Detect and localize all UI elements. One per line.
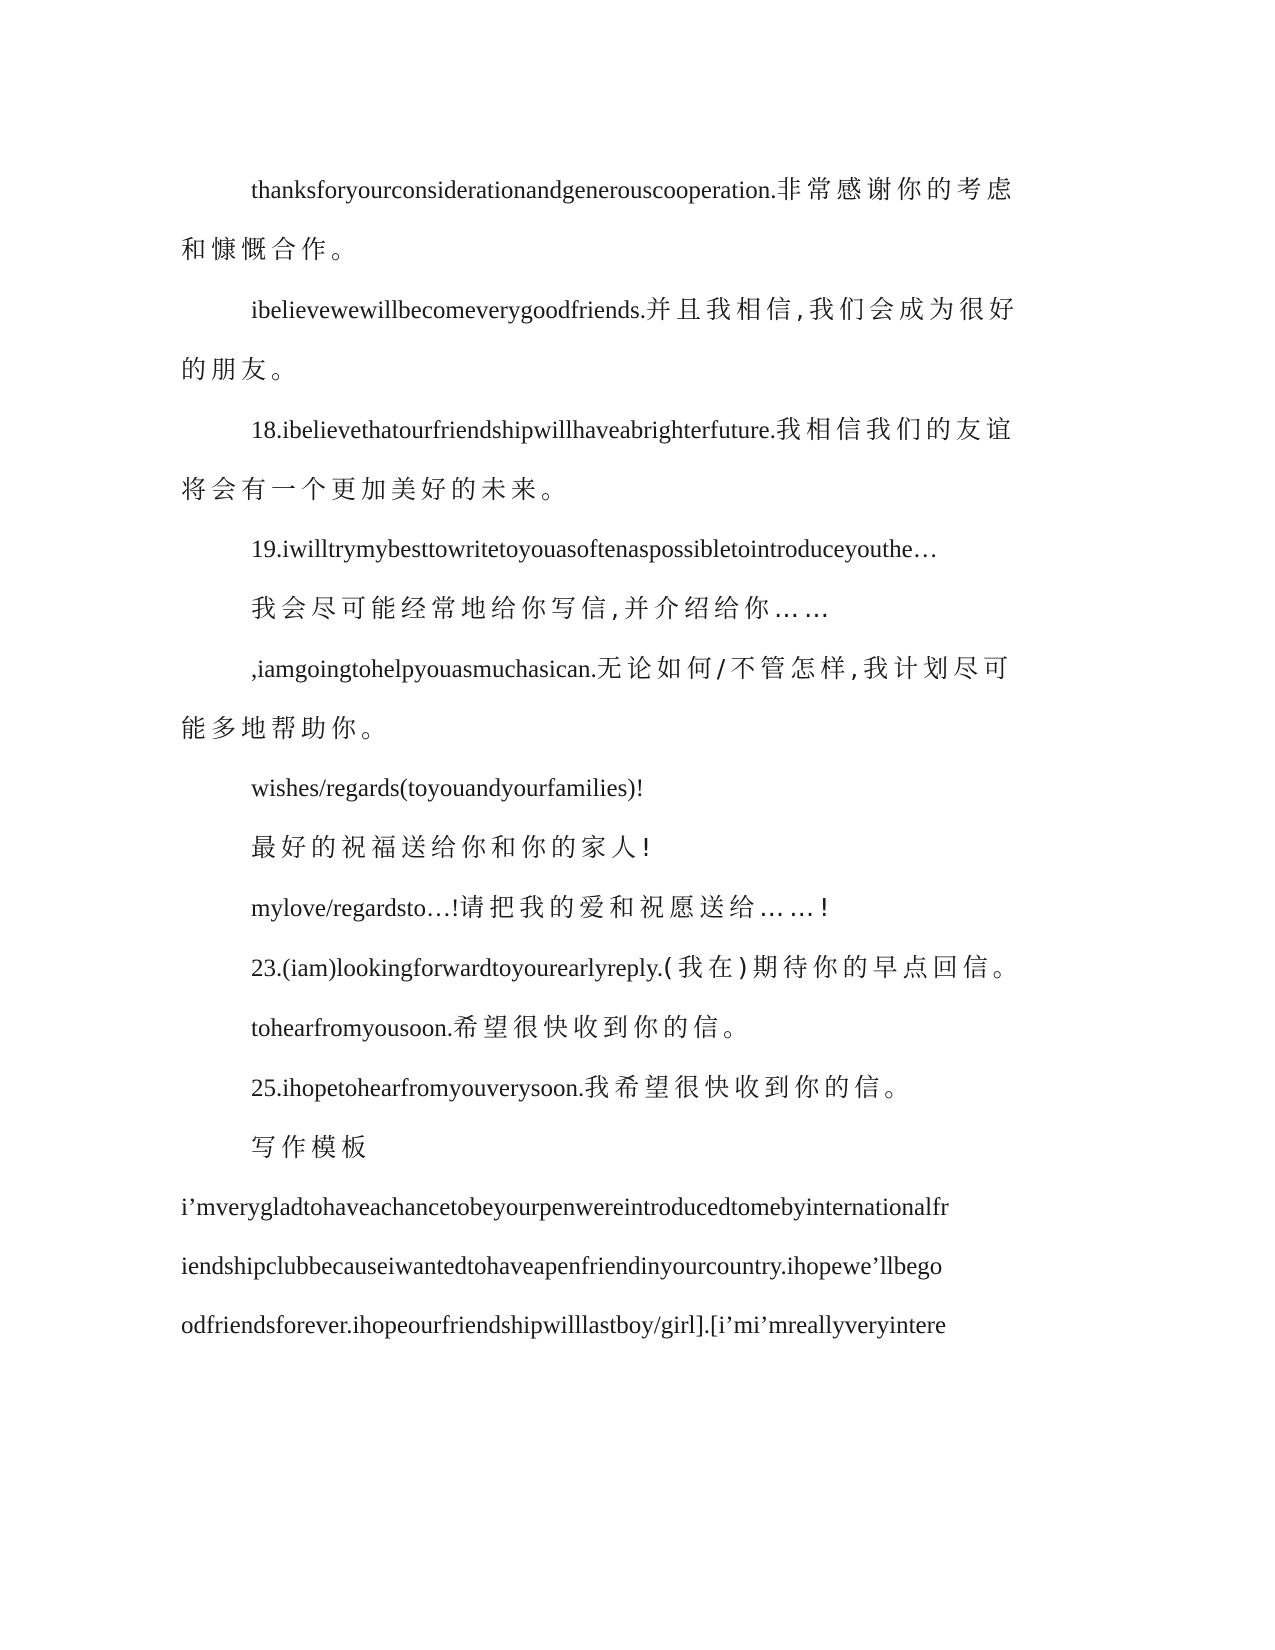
phrase-paragraph-8 [181, 818, 1031, 878]
phrase-paragraph-2 [181, 280, 1031, 400]
chinese-translation: 并且我相信,我们会成为很好的朋友。 [181, 295, 1019, 384]
chinese-translation: 非常感谢你的考虑和慷慨合作。 [181, 175, 1017, 264]
section-heading [181, 1118, 1031, 1178]
chinese-heading: 写作模板 [251, 1133, 372, 1162]
phrase-paragraph-9 [181, 878, 1031, 938]
english-phrase: ibelievewewillbecomeverygoodfriends. [251, 297, 646, 324]
phrase-paragraph-12 [181, 1058, 1031, 1118]
chinese-translation: 我相信我们的友谊将会有一个更加美好的未来。 [181, 415, 1016, 504]
phrase-paragraph-10 [181, 938, 1031, 998]
english-phrase: thanksforyourconsiderationandgenerouscooperation. [251, 177, 777, 204]
english-phrase: 23.(iam)lookingforwardtoyourearlyreply. [251, 955, 664, 982]
english-phrase: 19.iwilltrymybesttowritetoyouasoftenaspossibletointroduceyouthe… [251, 536, 938, 563]
english-phrase: mylove/regardsto…! [251, 895, 460, 922]
english-phrase: 18.ibelievethatourfriendshipwillhaveabrighterfuture. [251, 417, 776, 444]
phrase-paragraph-3 [181, 400, 1031, 520]
phrase-paragraph-6 [181, 639, 1031, 759]
english-phrase: ,iamgoingtohelpyouasmuchasican. [251, 656, 597, 683]
document-page [181, 160, 1031, 1355]
template-line: i’mverygladtohaveachancetobeyourpenwereintroducedtomebyinternationalfr [181, 1194, 949, 1221]
chinese-translation: 我会尽可能经常地给你写信,并介绍给你…… [251, 594, 834, 623]
phrase-paragraph-11 [181, 998, 1031, 1058]
chinese-translation: (我在)期待你的早点回信。 [663, 953, 1023, 982]
phrase-paragraph-7 [181, 759, 1031, 818]
phrase-paragraph-5 [181, 579, 1031, 639]
chinese-translation: 请把我的爱和祝愿送给……! [459, 893, 835, 922]
template-line: odfriendsforever.ihopeourfriendshipwilllastboy/girl].[i’mi’mreallyveryintere [181, 1312, 947, 1339]
chinese-translation: 希望很快收到你的信。 [453, 1013, 754, 1042]
english-phrase: 25.ihopetohearfromyouverysoon. [251, 1075, 585, 1102]
chinese-translation: 最好的祝福送给你和你的家人! [251, 833, 657, 862]
chinese-translation: 我希望很快收到你的信。 [584, 1073, 915, 1102]
template-paragraph [181, 1178, 1031, 1355]
template-line: iendshipclubbecauseiwantedtohaveapenfriendinyourcountry.ihopewe’llbego [181, 1253, 943, 1280]
english-phrase: wishes/regards(toyouandyourfamilies)! [251, 775, 644, 802]
chinese-translation: 无论如何/不管怎样,我计划尽可能多地帮助你。 [181, 654, 1014, 743]
phrase-paragraph-4 [181, 520, 1031, 579]
phrase-paragraph-1 [181, 160, 1031, 280]
english-phrase: tohearfromyousoon. [251, 1015, 454, 1042]
